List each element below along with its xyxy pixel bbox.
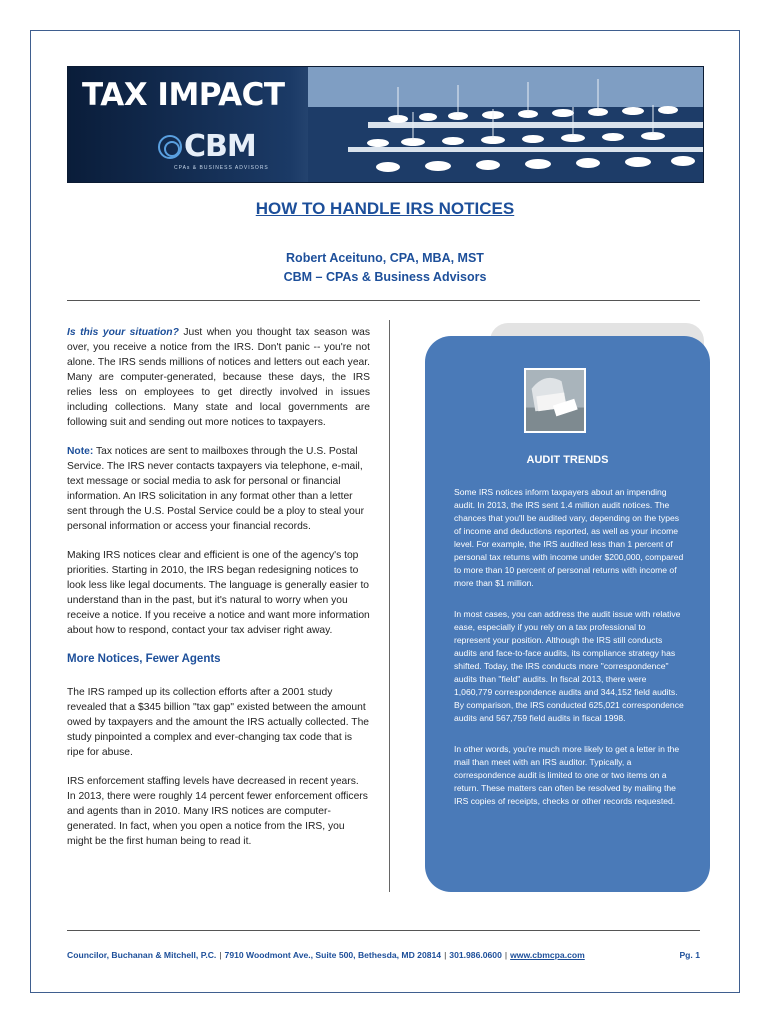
article-title: HOW TO HANDLE IRS NOTICES [255, 199, 515, 218]
staffing-paragraph: IRS enforcement staffing levels have decreased in recent years. In 2013, there were roughly 14 percent fewer enforcement officers and agents than in 2010. Many IRS notices are computer-generated. In fact, when you open a notice from the IRS, you might be the first human being to read it. [67, 776, 368, 847]
audit-paragraph-1: Some IRS notices inform taxpayers about an impending audit. In 2013, the IRS sent 1.4 million audit notices. The chances that you'll be audited vary, depending on the types of income and deductions reported, as well as your income level. For example, the IRS audited less than 1 percent of personal tax returns with income under $200,000, compared to more than 10 percent of personal returns with income of more than $1 million. [454, 487, 684, 588]
footer-company: Councilor, Buchanan & Mitchell, P.C. [67, 950, 217, 960]
mailbox-photo [524, 368, 586, 433]
audit-paragraph-3: In other words, you're much more likely to get a letter in the mail than meet with an IRS auditor. Typically, a correspondence audit is limited to one or two items on a return. These matters can often be resolved by mailing the IRS copies of receipts, checks or other records requested. [454, 744, 680, 806]
footer-phone: 301.986.0600 [449, 950, 502, 960]
page-footer: Councilor, Buchanan & Mitchell, P.C. | 7910 Woodmont Ave., Suite 500, Bethesda, MD 20814 | 301.986.0600 | www.cbmcpa.com Pg. 1 [67, 950, 700, 960]
intro-lead: Is this your situation? [67, 327, 179, 338]
footer-website-link[interactable]: www.cbmcpa.com [510, 950, 585, 960]
marina-photo [308, 67, 704, 183]
main-column [67, 325, 370, 863]
priorities-paragraph: Making IRS notices clear and efficient is one of the agency's top priorities. Starting in 2010, the IRS began redesigning notices to look less like legal documents. The language is generally easier to understand than in the past, but it's natural to worry when you receive a notice. If you receive a notice and want more information about how to respond, contact your tax adviser right away. [67, 550, 370, 636]
page-number: Pg. 1 [679, 950, 700, 960]
footer-divider [67, 930, 700, 931]
banner-tagline: CPAs & BUSINESS ADVISORS [174, 165, 269, 171]
tax-gap-paragraph: The IRS ramped up its collection efforts after a 2001 study revealed that a $345 billion "tax gap" existed between the amount owed by taxpayers and the amount the IRS actually collected. The study pinpointed a complex and ever-changing tax code that is ripe for abuse. [67, 687, 370, 758]
audit-paragraph-2: In most cases, you can address the audit issue with relative ease, especially if you rely on a tax professional to represent your position. Although the IRS still conducts audits and face-to-face audits, its compliance strategy has shifted. Today, the IRS conducts more "correspondence" audits than "field" audits. In fiscal 2013, there were 1,060,779 correspondence audits and 344,152 field audits. By comparison, the IRS conducted 625,021 correspondence audits and 567,759 field audits in fiscal 1998. [454, 609, 684, 723]
cbm-logo-icon [158, 135, 182, 159]
article-author: Robert Aceituno, CPA, MBA, MST [286, 251, 484, 265]
cbm-logo [158, 129, 256, 164]
article-firm: CBM – CPAs & Business Advisors [283, 270, 487, 284]
intro-text: Just when you thought tax season was over, you receive a notice from the IRS. Don't panic -- you're not alone. The IRS sends millions of notices and letters out each year. Many are computer-generated, because these days, the IRS relies less on employees to get directly involved in issues including collections. Many state and local governments are following suit and sending out more notices to taxpayers. [67, 327, 371, 428]
audit-trends-sidebar [425, 336, 710, 892]
note-label: Note: [67, 446, 94, 457]
section-heading: More Notices, Fewer Agents [67, 653, 221, 665]
newsletter-title: TAX IMPACT [82, 77, 285, 113]
newsletter-banner [67, 66, 704, 183]
note-text: Tax notices are sent to mailboxes through the U.S. Postal Service. The IRS never contacts taxpayers via telephone, e-mail, text message or social media to ask for personal or financial information. An IRS solicitation in any format other than a letter sent through the U.S. Postal Service could be a ploy to steal your personal information or access your financial records. [67, 446, 365, 532]
column-divider [389, 320, 390, 892]
header-divider [67, 300, 700, 301]
sidebar-heading: AUDIT TRENDS [526, 454, 609, 466]
note-paragraph [67, 444, 370, 534]
intro-paragraph [67, 325, 370, 430]
sidebar-body [454, 486, 684, 826]
footer-address: 7910 Woodmont Ave., Suite 500, Bethesda, MD 20814 [224, 950, 442, 960]
cbm-logo-text: CBM [184, 129, 256, 164]
